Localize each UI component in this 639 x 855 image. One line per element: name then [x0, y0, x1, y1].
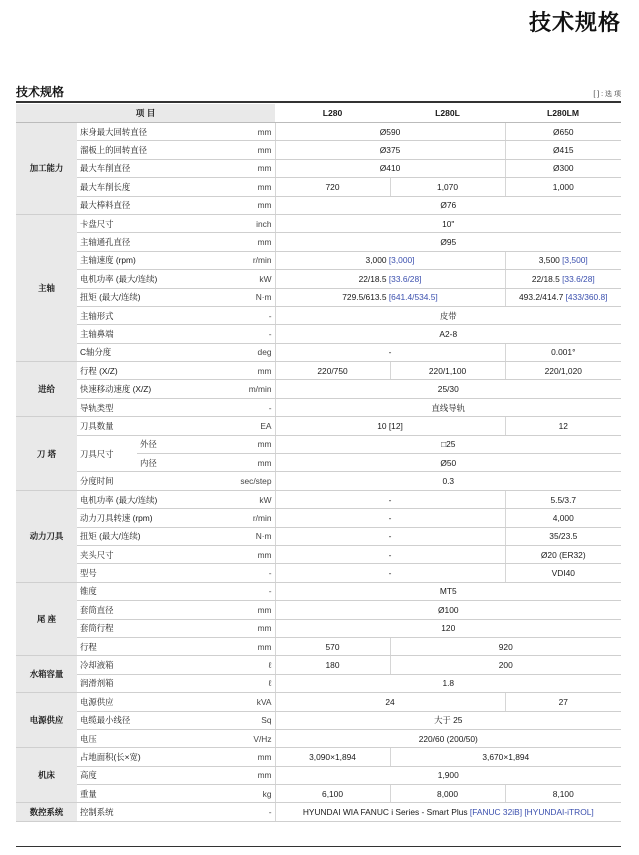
table-row — [16, 417, 621, 435]
row-value-l280: 3,090×1,894 — [275, 748, 390, 766]
row-name: 套筒行程 — [77, 619, 235, 637]
row-unit: kg — [235, 785, 275, 803]
row-name: 主轴通孔直径 — [77, 233, 235, 251]
row-unit: deg — [235, 343, 275, 361]
row-unit: mm — [235, 362, 275, 380]
value-option: [3,000] — [388, 255, 415, 266]
row-unit: mm — [235, 123, 275, 141]
row-name: 占地面积(长×宽) — [77, 748, 235, 766]
table-row — [16, 343, 621, 361]
value-standard: 3,500 — [538, 255, 560, 266]
table-row — [16, 711, 621, 729]
row-unit: N·m — [235, 288, 275, 306]
row-value-l280lm: Ø415 — [505, 141, 621, 159]
row-value: Ø76 — [275, 196, 621, 214]
row-value-l280lm — [505, 251, 621, 269]
row-subname: 内径 — [137, 454, 235, 472]
row-name: 刀具数量 — [77, 417, 235, 435]
row-unit: kW — [235, 270, 275, 288]
spec-table — [16, 104, 621, 822]
row-name: 润滑剂箱 — [77, 674, 235, 692]
row-unit: V/Hz — [235, 729, 275, 747]
row-value-l280l: 220/1,100 — [390, 362, 505, 380]
row-value-l280lm: 12 — [505, 417, 621, 435]
row-value-l280: 6,100 — [275, 785, 390, 803]
legend-bracket: [ ] — [593, 91, 600, 98]
row-unit: ℓ — [235, 674, 275, 692]
value-standard: 3,000 — [365, 255, 387, 266]
row-value-l280: 220/750 — [275, 362, 390, 380]
row-name: 行程 (X/Z) — [77, 362, 235, 380]
table-row — [16, 490, 621, 508]
table-row — [16, 564, 621, 582]
row-name: 快速移动速度 (X/Z) — [77, 380, 235, 398]
category-feed: 进给 — [16, 362, 77, 417]
row-name: 床身最大回转直径 — [77, 123, 235, 141]
row-value-l280lm: Ø300 — [505, 159, 621, 177]
row-subname: 外径 — [137, 435, 235, 453]
row-name: 高度 — [77, 766, 235, 784]
row-unit: - — [235, 803, 275, 821]
row-value — [275, 251, 505, 269]
row-value: 大于 25 — [275, 711, 621, 729]
row-value: Ø100 — [275, 601, 621, 619]
row-unit: mm — [235, 766, 275, 784]
table-row — [16, 123, 621, 141]
category-machining: 加工能力 — [16, 123, 77, 215]
table-row — [16, 214, 621, 232]
value-option: [641.4/534.5] — [388, 292, 438, 303]
table-row — [16, 288, 621, 306]
table-row — [16, 785, 621, 803]
row-name: 套筒直径 — [77, 601, 235, 619]
row-name: 行程 — [77, 637, 235, 655]
value-option: [3,500] — [562, 255, 588, 266]
table-row — [16, 748, 621, 766]
table-row — [16, 233, 621, 251]
row-unit: ℓ — [235, 656, 275, 674]
row-value-l280: 720 — [275, 178, 390, 196]
row-unit: sec/step — [235, 472, 275, 490]
row-name: 最大棒料直径 — [77, 196, 235, 214]
table-row — [16, 656, 621, 674]
row-value — [275, 803, 621, 821]
row-unit: - — [235, 398, 275, 416]
row-value: - — [275, 509, 505, 527]
row-value-l280lm — [505, 288, 621, 306]
table-row — [16, 325, 621, 343]
row-value: 1.8 — [275, 674, 621, 692]
table-row — [16, 509, 621, 527]
row-unit: mm — [235, 141, 275, 159]
table-row — [16, 545, 621, 563]
row-name: 电缆最小线径 — [77, 711, 235, 729]
table-row — [16, 141, 621, 159]
row-value-l280lm: Ø20 (ER32) — [505, 545, 621, 563]
row-name: 溜板上的回转直径 — [77, 141, 235, 159]
row-unit: N·m — [235, 527, 275, 545]
table-row — [16, 380, 621, 398]
table-row — [16, 527, 621, 545]
row-name: 最大车削直径 — [77, 159, 235, 177]
table-row — [16, 582, 621, 600]
row-value-l280lm: VDI40 — [505, 564, 621, 582]
row-value-l280lm: 1,000 — [505, 178, 621, 196]
row-unit: mm — [235, 454, 275, 472]
table-row — [16, 435, 621, 453]
table-row — [16, 270, 621, 288]
row-unit: - — [235, 306, 275, 324]
table-row — [16, 729, 621, 747]
row-name: 扭矩 (最大/连续) — [77, 288, 235, 306]
row-value-l280lm: 220/1,020 — [505, 362, 621, 380]
header-model-l280: L280 — [275, 104, 390, 123]
row-name: 导轨类型 — [77, 398, 235, 416]
row-value: 皮带 — [275, 306, 621, 324]
row-value-l280lm — [505, 270, 621, 288]
row-unit: mm — [235, 637, 275, 655]
category-power: 电源供应 — [16, 693, 77, 748]
row-unit: mm — [235, 159, 275, 177]
row-value: 120 — [275, 619, 621, 637]
row-name: 主轴速度 (rpm) — [77, 251, 235, 269]
row-name: 刀具尺寸 — [77, 435, 137, 472]
row-value-l280lm: 5.5/3.7 — [505, 490, 621, 508]
row-name: 电源供应 — [77, 693, 235, 711]
row-value-l280: 570 — [275, 637, 390, 655]
row-value: MT5 — [275, 582, 621, 600]
row-value-l280lm: 27 — [505, 693, 621, 711]
value-option: [HYUNDAI-iTROL] — [524, 807, 594, 818]
row-value: Ø375 — [275, 141, 505, 159]
row-value: □25 — [275, 435, 621, 453]
legend-text: : 选 项 — [601, 91, 621, 98]
table-header-row — [16, 104, 621, 123]
page-title: 技术规格 — [528, 10, 621, 35]
row-value: Ø95 — [275, 233, 621, 251]
row-name: 扭矩 (最大/连续) — [77, 527, 235, 545]
row-value-l280lm: 4,000 — [505, 509, 621, 527]
row-name: 控制系统 — [77, 803, 235, 821]
row-name: 冷却液箱 — [77, 656, 235, 674]
row-name: 锥度 — [77, 582, 235, 600]
value-option: [33.6/28] — [388, 273, 422, 284]
row-name: 主轴鼻端 — [77, 325, 235, 343]
row-value: 3,670×1,894 — [390, 748, 621, 766]
table-row — [16, 472, 621, 490]
row-unit: mm — [235, 196, 275, 214]
row-unit: inch — [235, 214, 275, 232]
row-name: 动力刀具转速 (rpm) — [77, 509, 235, 527]
value-standard: 22/18.5 — [358, 273, 387, 284]
bottom-rule — [16, 846, 621, 847]
row-value: - — [275, 490, 505, 508]
row-value-l280lm: 35/23.5 — [505, 527, 621, 545]
row-value: 10" — [275, 214, 621, 232]
row-name: 型号 — [77, 564, 235, 582]
section-title: 技术规格 — [16, 85, 65, 99]
row-value: - — [275, 343, 505, 361]
row-name: 电机功率 (最大/连续) — [77, 270, 235, 288]
row-value — [275, 270, 505, 288]
header-model-l280lm: L280LM — [505, 104, 621, 123]
row-unit: mm — [235, 601, 275, 619]
table-row — [16, 637, 621, 655]
row-value — [275, 417, 505, 435]
table-row — [16, 619, 621, 637]
row-unit: mm — [235, 178, 275, 196]
value-standard: 10 — [377, 420, 387, 431]
row-value: - — [275, 545, 505, 563]
header-model-l280l: L280L — [390, 104, 505, 123]
row-value: 1,900 — [275, 766, 621, 784]
row-unit: r/min — [235, 251, 275, 269]
row-unit: kVA — [235, 693, 275, 711]
row-value-l280: 180 — [275, 656, 390, 674]
table-row — [16, 674, 621, 692]
row-name: 卡盘尺寸 — [77, 214, 235, 232]
header-item: 项 目 — [16, 104, 275, 123]
row-value: 25/30 — [275, 380, 621, 398]
category-spindle: 主轴 — [16, 214, 77, 361]
row-value: A2-8 — [275, 325, 621, 343]
top-rule — [16, 101, 621, 103]
row-unit: - — [235, 582, 275, 600]
row-unit: EA — [235, 417, 275, 435]
table-row — [16, 766, 621, 784]
table-row — [16, 803, 621, 821]
category-turret: 刀 塔 — [16, 417, 77, 491]
table-row — [16, 693, 621, 711]
option-legend — [593, 89, 621, 99]
value-option: [33.6/28] — [562, 273, 595, 284]
row-value-l280lm: Ø650 — [505, 123, 621, 141]
row-unit: mm — [235, 545, 275, 563]
row-name: 最大车削长度 — [77, 178, 235, 196]
row-value: 直线导轨 — [275, 398, 621, 416]
table-row — [16, 362, 621, 380]
row-value: Ø410 — [275, 159, 505, 177]
row-unit: mm — [235, 233, 275, 251]
row-name: 主轴形式 — [77, 306, 235, 324]
row-value: 220/60 (200/50) — [275, 729, 621, 747]
category-live-tool: 动力刀具 — [16, 490, 77, 582]
row-value — [275, 288, 505, 306]
row-unit: m/min — [235, 380, 275, 398]
row-unit: mm — [235, 619, 275, 637]
row-value-l280lm: 0.001° — [505, 343, 621, 361]
category-tailstock: 尾 座 — [16, 582, 77, 656]
category-tank: 水箱容量 — [16, 656, 77, 693]
row-name: 分度时间 — [77, 472, 235, 490]
row-name: 夹头尺寸 — [77, 545, 235, 563]
row-value: - — [275, 564, 505, 582]
row-value: 24 — [275, 693, 505, 711]
row-name: C轴分度 — [77, 343, 235, 361]
row-value-l280l: 1,070 — [390, 178, 505, 196]
category-machine: 机床 — [16, 748, 77, 803]
row-value: - — [275, 527, 505, 545]
row-unit: Sq — [235, 711, 275, 729]
row-name: 电压 — [77, 729, 235, 747]
row-value: Ø50 — [275, 454, 621, 472]
row-value: 200 — [390, 656, 621, 674]
table-row — [16, 251, 621, 269]
table-row — [16, 306, 621, 324]
value-standard: 22/18.5 — [531, 273, 560, 284]
row-unit: mm — [235, 435, 275, 453]
value-option: [FANUC 32iB] — [469, 807, 523, 818]
table-row — [16, 398, 621, 416]
table-row — [16, 159, 621, 177]
row-value: Ø590 — [275, 123, 505, 141]
row-unit: - — [235, 325, 275, 343]
value-option: [433/360.8] — [565, 292, 608, 303]
row-unit: - — [235, 564, 275, 582]
row-value-l280lm: 8,100 — [505, 785, 621, 803]
row-unit: kW — [235, 490, 275, 508]
table-row — [16, 601, 621, 619]
row-value: 920 — [390, 637, 621, 655]
row-name: 重量 — [77, 785, 235, 803]
row-value: 0.3 — [275, 472, 621, 490]
table-row — [16, 196, 621, 214]
row-unit: mm — [235, 748, 275, 766]
row-unit: r/min — [235, 509, 275, 527]
value-standard: HYUNDAI WIA FANUC i Series - Smart Plus — [302, 807, 468, 818]
value-standard: 729.5/613.5 — [342, 292, 387, 303]
table-row — [16, 178, 621, 196]
value-option: [12] — [388, 420, 403, 431]
row-value-l280l: 8,000 — [390, 785, 505, 803]
row-name: 电机功率 (最大/连续) — [77, 490, 235, 508]
value-standard: 493.2/414.7 — [519, 292, 564, 303]
category-nc: 数控系统 — [16, 803, 77, 821]
